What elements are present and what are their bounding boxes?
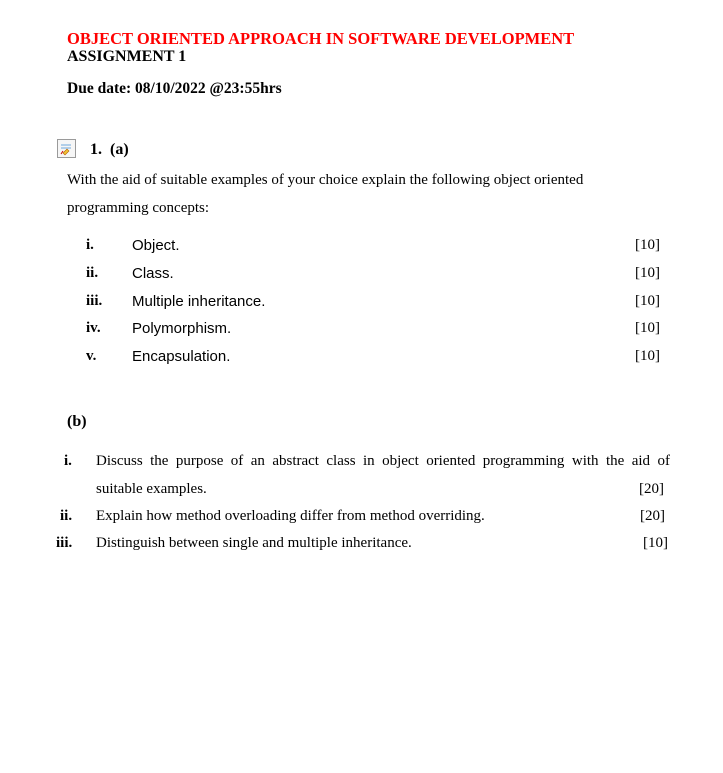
item-number: iii.	[56, 535, 73, 551]
item-marks: [10]	[635, 293, 660, 309]
item-marks: [10]	[643, 535, 668, 551]
item-marks: [10]	[635, 237, 660, 253]
part-b-item-text: Explain how method overloading differ from method overriding.	[96, 508, 485, 524]
item-marks: [20]	[639, 481, 664, 497]
item-marks: [20]	[640, 508, 665, 524]
part-a-label: (a)	[110, 141, 129, 158]
item-marks: [10]	[635, 265, 660, 281]
item-text: Multiple inheritance.	[132, 293, 266, 310]
item-text: Encapsulation.	[132, 348, 231, 365]
question-1-heading	[90, 141, 129, 159]
question-intro-line-1: With the aid of suitable examples of your choice explain the following object oriented	[67, 172, 584, 188]
document-title: OBJECT ORIENTED APPROACH IN SOFTWARE DEVELOPMENT	[67, 29, 575, 48]
part-b-item-text: Discuss the purpose of an abstract class in object oriented programming with the aid of	[96, 453, 670, 469]
question-number: 1.	[90, 141, 102, 158]
item-marks: [10]	[635, 348, 660, 364]
item-number: ii.	[60, 508, 73, 524]
item-marks: [10]	[635, 320, 660, 336]
item-number: iii.	[86, 293, 103, 309]
edit-note-icon[interactable]	[57, 139, 76, 158]
item-number: ii.	[86, 265, 99, 281]
due-date: Due date: 08/10/2022 @23:55hrs	[67, 80, 282, 97]
item-text: Object.	[132, 237, 180, 254]
assignment-label: ASSIGNMENT 1	[67, 48, 187, 65]
item-text: Class.	[132, 265, 174, 282]
item-number: v.	[86, 348, 97, 364]
part-b-label: (b)	[67, 413, 87, 430]
part-b-item-text-cont: suitable examples.	[96, 481, 207, 497]
part-b-item-text: Distinguish between single and multiple inheritance.	[96, 535, 412, 551]
item-number: iv.	[86, 320, 101, 336]
question-intro-line-2: programming concepts:	[67, 200, 210, 216]
item-number: i.	[64, 453, 72, 469]
item-number: i.	[86, 237, 94, 253]
item-text: Polymorphism.	[132, 320, 232, 337]
